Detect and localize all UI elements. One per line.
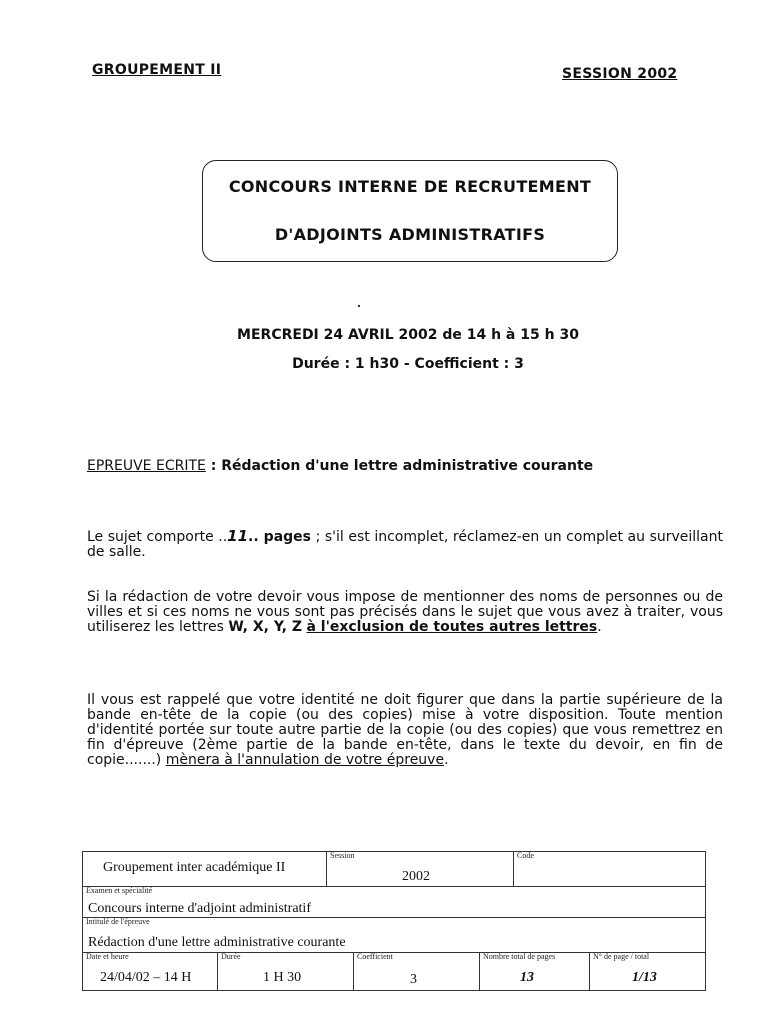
paragraph-pages — [87, 529, 723, 560]
exam-heading — [87, 458, 593, 474]
form-session-cell — [327, 852, 514, 887]
exam-text: : Rédaction d'une lettre administrative courante — [205, 458, 594, 474]
header-session: SESSION 2002 — [562, 66, 678, 82]
para2-letters: W, X, Y, Z — [228, 619, 302, 635]
form-date-label: Date et heure — [86, 952, 129, 961]
para2-exclusion: à l'exclusion de toutes autres lettres — [306, 619, 598, 635]
form-exam-label: Examen et spécialité — [86, 886, 153, 895]
form-total-pages-label: Nombre total de pages — [483, 952, 556, 961]
form-exam-value: Concours interne d'adjoint administratif — [88, 901, 311, 916]
exam-duration: Durée : 1 h30 - Coefficient : 3 — [292, 356, 524, 372]
form-code-cell — [514, 852, 705, 887]
form-coef-cell — [354, 953, 480, 990]
paragraph-names — [87, 590, 723, 635]
form-page-label: N° de page / total — [593, 952, 650, 961]
para1-post: ; s'il est incomplet, réclamez-en un complet au surveillant de salle. — [87, 529, 723, 560]
form-intitule-cell — [83, 918, 705, 953]
form-coef-label: Coefficient — [357, 952, 393, 961]
form-session-label: Session — [330, 851, 355, 860]
title-line-1: CONCOURS INTERNE DE RECRUTEMENT — [228, 177, 592, 196]
form-duree-cell — [218, 953, 354, 990]
form-duree-value: 1 H 30 — [263, 970, 302, 985]
form-date-value: 24/04/02 – 14 H — [100, 970, 192, 985]
form-code-label: Code — [517, 851, 534, 860]
form-intitule-value: Rédaction d'une lettre administrative courante — [88, 935, 346, 950]
exam-label: EPREUVE ECRITE — [87, 458, 206, 474]
form-date-cell — [83, 953, 218, 990]
header-groupement: GROUPEMENT II — [92, 62, 222, 78]
form-exam-cell — [83, 887, 705, 918]
para3-text: Il vous est rappelé que votre identité ne doit figurer que dans la partie supérieure de la bande en-tête de la copie (ou des copies) mise à votre disposition. Toute mention d'identité portée sur toute autre partie de la copie (ou des copies) que vous remettrez en fin d'épreuve (2ème partie de la bande en-tête, dans le texte du devoir, en fin de copie.......) — [87, 692, 723, 768]
exam-form-header — [82, 851, 706, 991]
para3-end: . — [444, 752, 449, 768]
para3-underlined: mènera à l'annulation de votre épreuve — [165, 752, 445, 768]
paragraph-identity — [87, 693, 723, 768]
para1-pages-word: .. pages — [248, 529, 312, 545]
handwritten-page-count: 11 — [227, 527, 249, 545]
exam-date: MERCREDI 24 AVRIL 2002 de 14 h à 15 h 30 — [237, 327, 579, 343]
form-total-pages-value: 13 — [520, 970, 534, 985]
title-box — [202, 160, 618, 262]
form-page-value: 1/13 — [632, 970, 657, 985]
form-groupement-cell — [83, 852, 327, 887]
title-line-2: D'ADJOINTS ADMINISTRATIFS — [274, 225, 546, 244]
form-page-cell — [590, 953, 705, 990]
form-groupement: Groupement inter académique II — [103, 860, 286, 875]
para1-pre: Le sujet comporte .. — [87, 529, 228, 545]
form-duree-label: Durée — [221, 952, 241, 961]
form-total-pages-cell — [480, 953, 590, 990]
para2-end: . — [597, 619, 602, 635]
form-coef-value: 3 — [410, 972, 417, 987]
form-session-value: 2002 — [402, 869, 430, 884]
para2-text: Si la rédaction de votre devoir vous impose de mentionner des noms de personnes ou de villes et si ces noms ne vous sont pas précisés dans le sujet que vous avez à traiter, vous utiliserez les lettres — [87, 589, 723, 635]
form-intitule-label: Intitulé de l'épreuve — [86, 917, 150, 926]
speck — [358, 305, 360, 307]
